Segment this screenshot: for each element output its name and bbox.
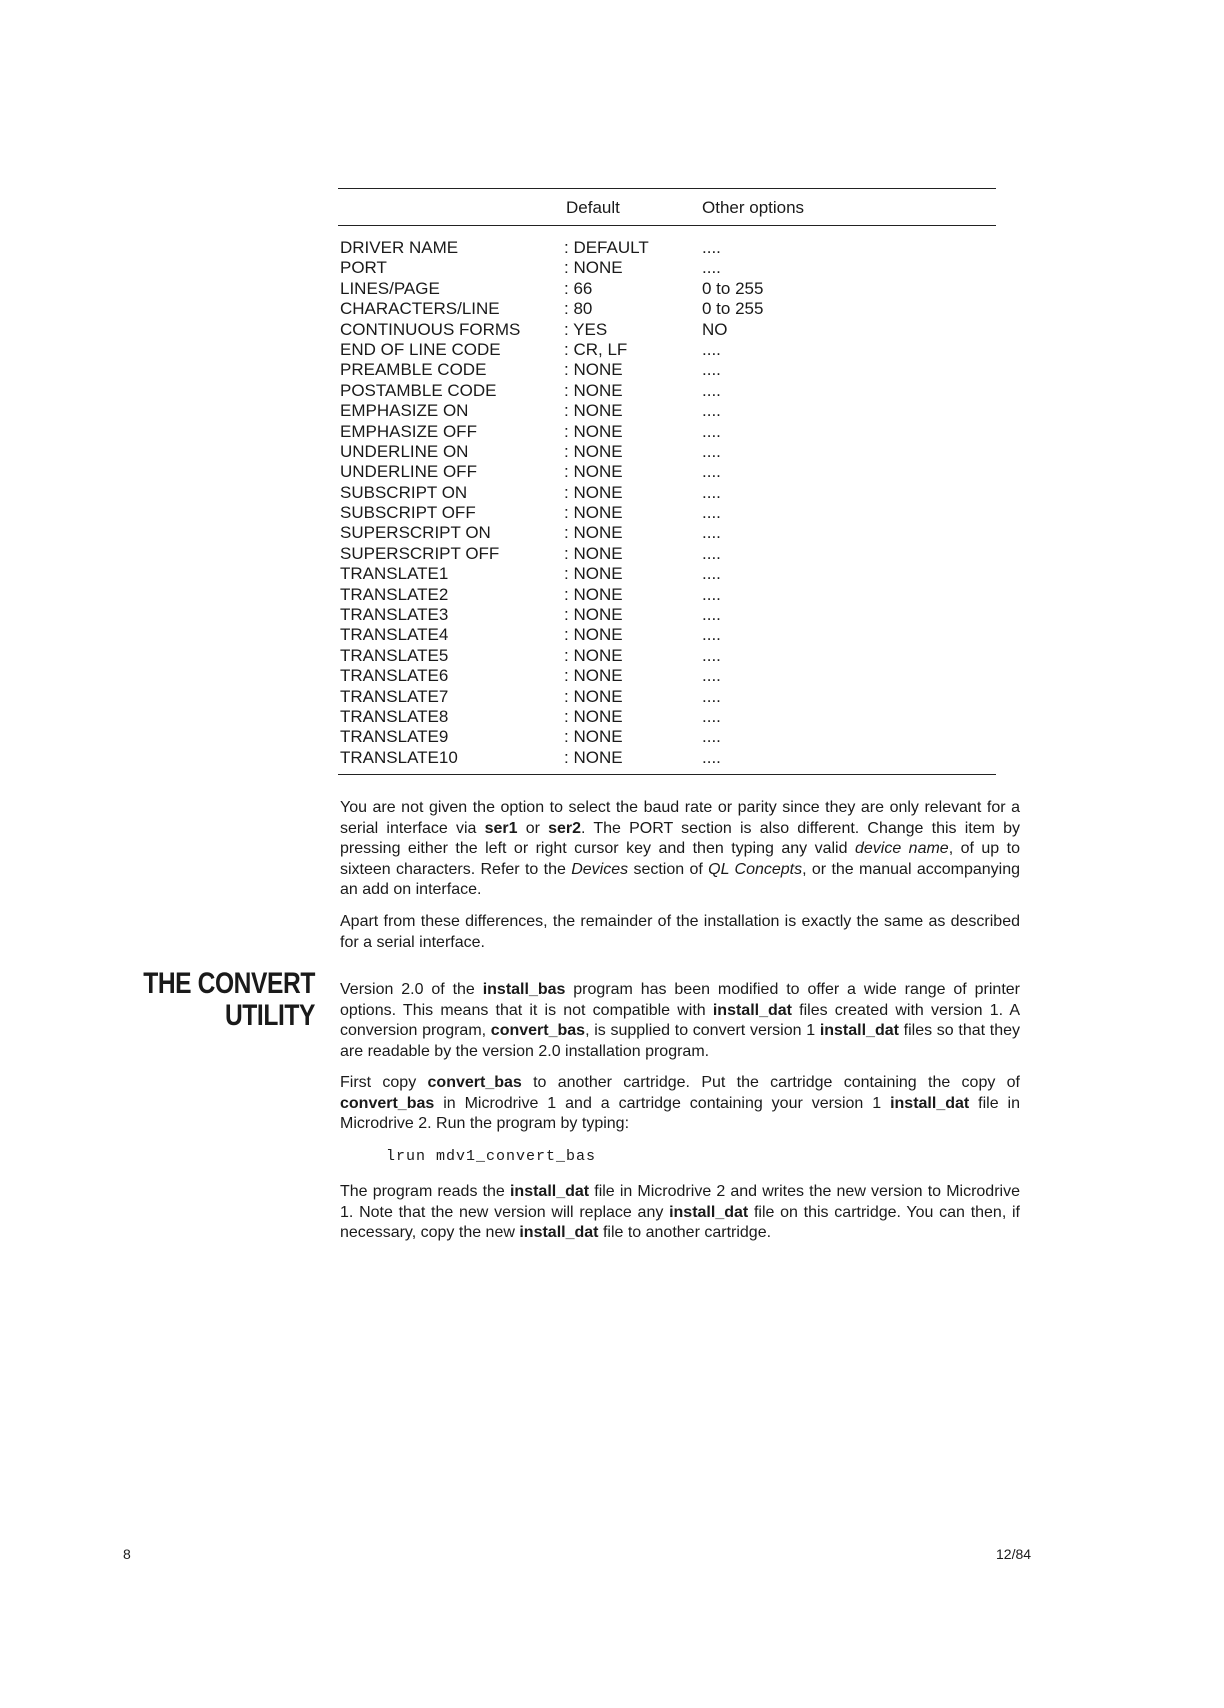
filename: convert_bas	[340, 1094, 435, 1112]
setting-name: TRANSLATE6	[340, 666, 449, 686]
setting-other-options: ....	[702, 421, 721, 441]
setting-name: EMPHASIZE ON	[340, 401, 469, 421]
setting-other-options: ....	[702, 523, 721, 543]
paragraph-remainder: Apart from these differences, the remainder of the installation is exactly the same as described for a serial interface.	[340, 913, 1020, 951]
table-row	[338, 258, 996, 278]
filename: convert_bas	[490, 1022, 586, 1039]
setting-default: : NONE	[564, 462, 623, 482]
page-number: 8	[123, 1546, 131, 1562]
setting-default: : 80	[564, 299, 593, 319]
printer-settings-table	[338, 188, 996, 775]
setting-other-options: ....	[702, 686, 721, 706]
setting-name: SUPERSCRIPT ON	[340, 523, 491, 543]
setting-name: EMPHASIZE OFF	[340, 421, 477, 441]
setting-name: SUBSCRIPT ON	[340, 482, 468, 502]
emphasis-term: device name	[854, 840, 949, 857]
setting-default: : NONE	[564, 401, 623, 421]
setting-name: TRANSLATE5	[340, 645, 449, 665]
setting-other-options: ....	[702, 543, 721, 563]
setting-other-options: ....	[702, 564, 721, 584]
serial-port-name: ser2	[548, 819, 582, 837]
table-row	[338, 360, 996, 380]
filename: install_dat	[519, 1224, 599, 1241]
paragraph-convert-steps: First copy convert_bas to another cartridge. Put the cartridge containing the copy of convert_bas in Microdrive 1 and a cartridge containing your version 1 install_dat file in Microdrive 2. Run the program by typing:	[340, 1074, 1020, 1132]
setting-name: TRANSLATE8	[340, 706, 449, 726]
setting-default: : NONE	[564, 258, 623, 278]
table-row	[338, 340, 996, 360]
setting-other-options: ....	[702, 625, 721, 645]
setting-other-options: ....	[702, 584, 721, 604]
setting-other-options: ....	[702, 666, 721, 686]
edition-date: 12/84	[996, 1546, 1032, 1562]
setting-default: : NONE	[564, 503, 623, 523]
section-heading: THE CONVERT UTILITY	[143, 967, 315, 1032]
table-row	[338, 442, 996, 462]
setting-other-options: ....	[702, 747, 721, 767]
filename: install_dat	[890, 1094, 970, 1112]
filename: install_dat	[819, 1022, 899, 1039]
setting-name: TRANSLATE3	[340, 605, 449, 625]
setting-name: LINES/PAGE	[340, 278, 440, 298]
setting-other-options: ....	[702, 380, 721, 400]
setting-other-options: ....	[702, 401, 721, 421]
table-row	[338, 462, 996, 482]
table-row	[338, 299, 996, 319]
filename: install_dat	[669, 1203, 749, 1221]
serial-port-name: ser1	[484, 819, 518, 837]
setting-other-options: ....	[702, 605, 721, 625]
table-row	[338, 320, 996, 340]
setting-other-options: ....	[702, 339, 721, 359]
table-row	[338, 585, 996, 605]
table-row	[338, 625, 996, 645]
table-row	[338, 666, 996, 686]
setting-other-options: ....	[702, 258, 721, 278]
setting-name: CONTINUOUS FORMS	[340, 319, 521, 339]
setting-default: : NONE	[564, 543, 623, 563]
setting-name: TRANSLATE4	[340, 625, 449, 645]
command-line: lrun mdv1_convert_bas	[386, 1148, 597, 1165]
setting-other-options: ....	[702, 482, 721, 502]
table-row	[338, 238, 996, 258]
setting-name: SUBSCRIPT OFF	[340, 503, 476, 523]
setting-name: TRANSLATE9	[340, 727, 449, 747]
setting-other-options: ....	[702, 238, 721, 257]
setting-default: : NONE	[564, 584, 623, 604]
setting-default: : NONE	[564, 727, 623, 747]
setting-default: : NONE	[564, 360, 623, 380]
table-row	[338, 401, 996, 421]
table-row	[338, 422, 996, 442]
table-row	[338, 503, 996, 523]
setting-name: CHARACTERS/LINE	[340, 299, 500, 319]
setting-name: TRANSLATE2	[340, 584, 449, 604]
setting-default: : NONE	[564, 706, 623, 726]
setting-name: SUPERSCRIPT OFF	[340, 543, 500, 563]
setting-default: : NONE	[564, 666, 623, 686]
setting-default: : NONE	[564, 686, 623, 706]
setting-default: : DEFAULT	[564, 238, 649, 257]
setting-other-options: ....	[702, 462, 721, 482]
setting-default: : NONE	[564, 747, 623, 767]
table-header	[338, 189, 996, 225]
setting-default: : NONE	[564, 564, 623, 584]
setting-name: PREAMBLE CODE	[340, 360, 487, 380]
table-row	[338, 523, 996, 543]
header-default: Default	[566, 198, 620, 217]
table-row	[338, 748, 996, 768]
setting-default: : NONE	[564, 645, 623, 665]
paragraph-convert-intro: Version 2.0 of the install_bas program has been modified to offer a wide range of printer options. This means that it is not compatible with install_dat files created with version 1. A conversion program, convert_bas, is supplied to convert version 1 install_dat files so that they are readable by the version 2.0 installation program.	[340, 981, 1021, 1060]
table-row	[338, 727, 996, 747]
setting-other-options: ....	[702, 727, 721, 747]
setting-default: : YES	[564, 319, 608, 339]
emphasis-term: QL Concepts	[708, 860, 803, 878]
setting-name: TRANSLATE10	[340, 747, 458, 767]
paragraph-convert-result: The program reads the install_dat file in Microdrive 2 and writes the new version to Microdrive 1. Note that the new version will replace any install_dat file on this cartridge. You can then, if necessary, copy the new install_dat file to another cartridge.	[340, 1183, 1021, 1241]
setting-name: UNDERLINE ON	[340, 441, 469, 461]
setting-name: POSTAMBLE CODE	[340, 380, 497, 400]
setting-name: DRIVER NAME	[340, 238, 459, 257]
setting-other-options: ....	[702, 503, 721, 523]
setting-other-options: ....	[702, 645, 721, 665]
setting-default: : NONE	[564, 482, 623, 502]
table-row	[338, 483, 996, 503]
setting-other-options: ....	[702, 441, 721, 461]
setting-other-options: 0 to 255	[702, 278, 764, 298]
setting-default: : NONE	[564, 605, 623, 625]
table-row	[338, 564, 996, 584]
setting-default: : NONE	[564, 625, 623, 645]
setting-default: : 66	[564, 278, 593, 298]
setting-name: END OF LINE CODE	[340, 339, 501, 359]
table-row	[338, 707, 996, 727]
header-other-options: Other options	[702, 198, 805, 217]
table-row	[338, 279, 996, 299]
table-bottom-rule	[338, 774, 996, 775]
paragraph-port-differences: You are not given the option to select the baud rate or parity since they are only relevant for a serial interface via ser1 or ser2. The PORT section is also different. Change this item by pressing either the left or right cursor key and then typing any valid device name, of up to sixteen characters. Refer to the Devices section of QL Concepts, or the manual accompanying an add on interface.	[340, 799, 1021, 898]
setting-default: : CR, LF	[564, 339, 628, 359]
table-row	[338, 687, 996, 707]
setting-default: : NONE	[564, 441, 623, 461]
table-row	[338, 646, 996, 666]
table-body	[338, 226, 996, 774]
setting-default: : NONE	[564, 421, 623, 441]
filename: install_dat	[712, 1001, 792, 1019]
setting-name: UNDERLINE OFF	[340, 462, 477, 482]
setting-other-options: 0 to 255	[702, 299, 764, 319]
table-row	[338, 381, 996, 401]
emphasis-term: Devices	[571, 860, 629, 878]
filename: install_dat	[509, 1183, 590, 1200]
setting-other-options: ....	[702, 706, 721, 726]
filename: convert_bas	[427, 1074, 522, 1091]
setting-default: : NONE	[564, 523, 623, 543]
setting-name: TRANSLATE1	[340, 564, 449, 584]
setting-other-options: NO	[702, 319, 728, 339]
filename: install_bas	[482, 981, 566, 998]
setting-name: PORT	[340, 258, 387, 278]
setting-name: TRANSLATE7	[340, 686, 449, 706]
table-row	[338, 605, 996, 625]
setting-other-options: ....	[702, 360, 721, 380]
table-row	[338, 544, 996, 564]
setting-default: : NONE	[564, 380, 623, 400]
